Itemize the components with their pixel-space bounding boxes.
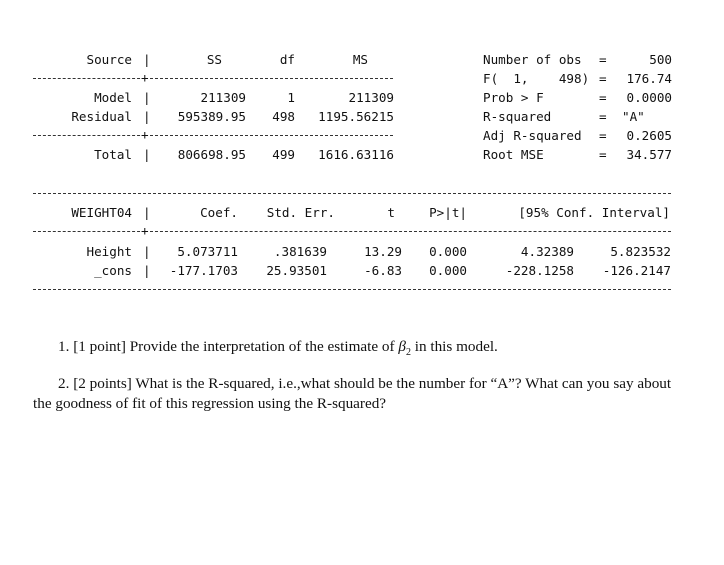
anova-df-header: df	[279, 52, 295, 67]
anova-divider-right	[150, 78, 393, 79]
coef-dep-var-header: WEIGHT04	[71, 205, 132, 220]
question-2	[33, 374, 673, 414]
beta-symbol: β	[398, 338, 406, 355]
anova-residual-df: 498	[272, 109, 295, 124]
anova-model-label: Model	[94, 90, 132, 105]
anova-residual-label: Residual	[71, 109, 132, 124]
stat-value-r-squared: "A"	[622, 109, 645, 124]
stat-value: 0.2605	[626, 128, 672, 143]
question-2-number: 2.	[58, 375, 70, 392]
stat-equals: =	[599, 109, 607, 124]
stat-equals: =	[599, 52, 607, 67]
divider-plus: +	[141, 127, 149, 142]
coef-divider-right	[150, 231, 671, 232]
stat-value: 500	[649, 52, 672, 67]
question-1-text: [1 point] Provide the interpretation of the estimate of	[73, 338, 399, 355]
coef-bottom-rule	[33, 289, 671, 290]
coef-t-header: t	[387, 205, 395, 220]
stat-label: Adj R-squared	[483, 128, 582, 143]
coef-separator: |	[143, 263, 151, 278]
coef-row-var: _cons	[94, 263, 132, 278]
stat-label: Root MSE	[483, 147, 544, 162]
anova-total-ms: 1616.63116	[318, 147, 394, 162]
coef-row-ci-high: -126.2147	[602, 263, 671, 278]
coef-p-header: P>|t|	[429, 205, 467, 220]
coef-row-var: Height	[86, 244, 132, 259]
anova-separator: |	[143, 109, 151, 124]
stat-value: 0.0000	[626, 90, 672, 105]
question-1	[58, 337, 698, 363]
stat-value: 34.577	[626, 147, 672, 162]
stat-label: R-squared	[483, 109, 552, 124]
coef-row-coef: -177.1703	[169, 263, 238, 278]
anova-total-divider-right	[150, 135, 393, 136]
coef-row-p: 0.000	[429, 263, 467, 278]
anova-separator: |	[143, 52, 151, 67]
coef-row-p: 0.000	[429, 244, 467, 259]
coef-row-se: 25.93501	[266, 263, 327, 278]
stat-label: Prob > F	[483, 90, 544, 105]
anova-source-header: Source	[86, 52, 132, 67]
stat-label: F( 1, 498)	[483, 71, 590, 86]
coef-separator: |	[143, 205, 151, 220]
coef-separator: |	[143, 244, 151, 259]
anova-separator: |	[143, 147, 151, 162]
anova-model-df: 1	[287, 90, 295, 105]
anova-residual-ms: 1195.56215	[318, 109, 394, 124]
stat-equals: =	[599, 128, 607, 143]
coef-se-header: Std. Err.	[266, 205, 335, 220]
question-1-number: 1.	[58, 338, 70, 355]
coef-row-t: -6.83	[364, 263, 402, 278]
anova-total-df: 499	[272, 147, 295, 162]
coef-row-t: 13.29	[364, 244, 402, 259]
anova-total-label: Total	[94, 147, 132, 162]
coef-row-ci-low: -228.1258	[505, 263, 574, 278]
question-1-text-end: in this model.	[410, 338, 498, 355]
question-2-text: [2 points] What is the R-squared, i.e.,what should be the number for “A”? What can you say about the goodness of fit of this regression using the R-squared?	[33, 375, 672, 412]
stat-label: Number of obs	[483, 52, 582, 67]
stat-equals: =	[599, 71, 607, 86]
beta-subscript: 2	[405, 347, 411, 359]
coef-ci-header: [95% Conf. Interval]	[518, 205, 670, 220]
coef-coef-header: Coef.	[200, 205, 238, 220]
anova-total-divider-left	[33, 135, 145, 136]
divider-plus: +	[141, 223, 149, 238]
stat-equals: =	[599, 90, 607, 105]
stat-value: 176.74	[626, 71, 672, 86]
anova-ss-header: SS	[206, 52, 222, 67]
anova-ms-header: MS	[352, 52, 368, 67]
coef-row-ci-low: 4.32389	[520, 244, 574, 259]
anova-total-ss: 806698.95	[177, 147, 246, 162]
anova-model-ms: 211309	[348, 90, 394, 105]
coef-row-coef: 5.073711	[177, 244, 238, 259]
anova-divider-left	[33, 78, 145, 79]
anova-residual-ss: 595389.95	[177, 109, 246, 124]
coef-divider-left	[33, 231, 145, 232]
anova-model-ss: 211309	[200, 90, 246, 105]
anova-separator: |	[143, 90, 151, 105]
coef-row-ci-high: 5.823532	[610, 244, 671, 259]
stat-equals: =	[599, 147, 607, 162]
coef-row-se: .381639	[273, 244, 327, 259]
coef-top-rule	[33, 193, 671, 194]
divider-plus: +	[141, 70, 149, 85]
